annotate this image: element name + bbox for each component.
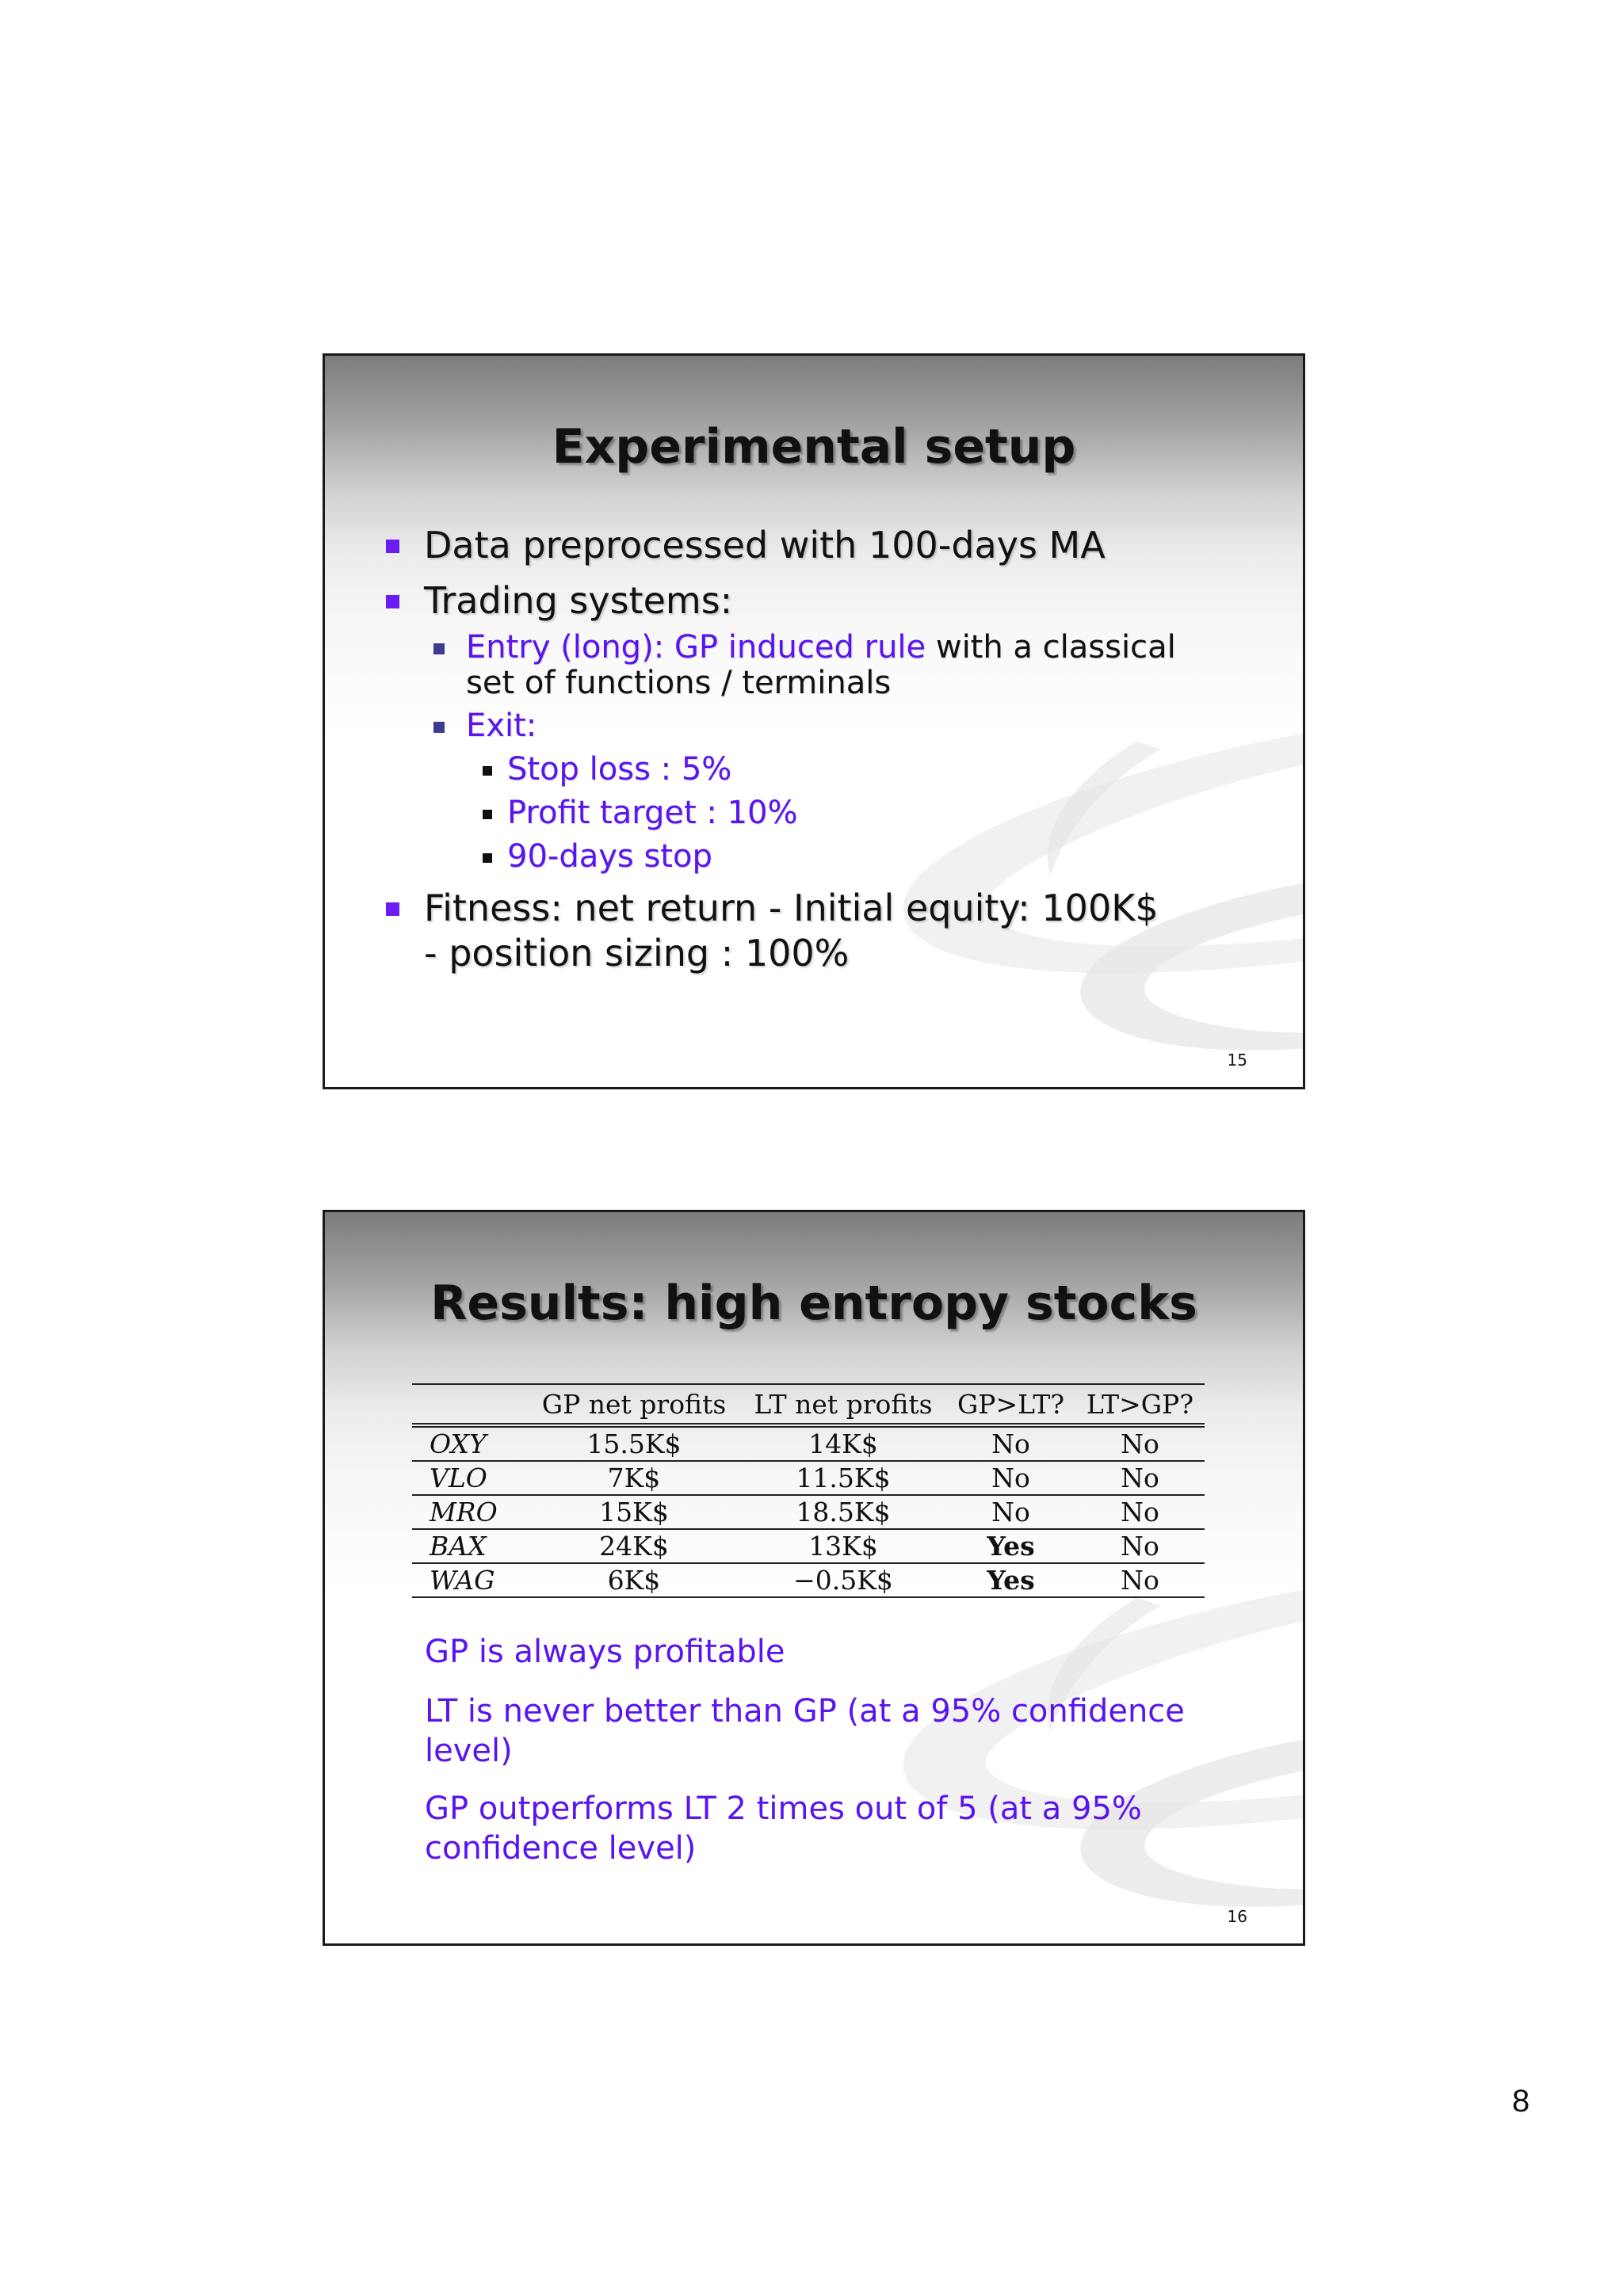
finding-note-line: level)	[425, 1733, 513, 1769]
table-row	[412, 1425, 1205, 1461]
table-row	[412, 1529, 1205, 1563]
slide-number: 15	[1227, 1051, 1247, 1070]
sub-sub-bullet-text: Stop loss : 5%	[507, 751, 732, 788]
lt-gt-gp-cell: No	[1075, 1495, 1205, 1529]
bullet-continuation: - position sizing : 100%	[424, 932, 850, 974]
lt-profit-cell: 13K$	[740, 1529, 946, 1563]
lt-profit-cell: 14K$	[740, 1425, 946, 1461]
entry-rule-rest: with a classical	[926, 629, 1176, 666]
square-bullet-icon	[483, 853, 492, 863]
sub-bullet-text	[466, 629, 1176, 666]
bullet-text: Trading systems:	[424, 579, 733, 622]
slide-number: 16	[1227, 1907, 1247, 1926]
bullet-text: Fitness: net return - Initial equity: 100K$	[424, 887, 1159, 929]
gp-gt-lt-cell: Yes	[946, 1563, 1075, 1597]
slide-15	[323, 353, 1305, 1089]
gp-gt-lt-cell: No	[946, 1495, 1075, 1529]
finding-note-line: confidence level)	[425, 1830, 697, 1867]
table-header-cell: LT>GP?	[1086, 1389, 1194, 1420]
ticker-cell: WAG	[412, 1563, 528, 1597]
finding-note-line: GP outperforms LT 2 times out of 5 (at a 95%	[425, 1791, 1142, 1827]
slide-title: Results: high entropy stocks	[430, 1276, 1197, 1331]
finding-note: GP is always profitable	[425, 1634, 785, 1670]
gp-profit-cell: 7K$	[528, 1461, 740, 1495]
square-bullet-icon	[386, 902, 399, 916]
slide-title: Experimental setup	[552, 419, 1076, 475]
table-row	[412, 1563, 1205, 1597]
sub-sub-bullet-text: Profit target : 10%	[507, 795, 798, 831]
gp-profit-cell: 15K$	[528, 1495, 740, 1529]
square-bullet-icon	[386, 540, 399, 553]
lt-profit-cell: 18.5K$	[740, 1495, 946, 1529]
gp-profit-cell: 15.5K$	[528, 1425, 740, 1461]
entry-rule-text: Entry (long): GP induced rule	[466, 629, 926, 666]
gp-profit-cell: 6K$	[528, 1563, 740, 1597]
gp-profit-cell: 24K$	[528, 1529, 740, 1563]
ticker-cell: OXY	[412, 1425, 528, 1461]
table-header-cell	[412, 1384, 528, 1425]
table-row	[412, 1461, 1205, 1495]
square-bullet-icon	[386, 595, 399, 608]
table-header-cell: GP net profits	[541, 1389, 727, 1420]
lt-profit-cell: −0.5K$	[740, 1563, 946, 1597]
page-number: 8	[1512, 2084, 1530, 2119]
table-header-row	[412, 1384, 1205, 1425]
square-bullet-icon	[433, 722, 445, 733]
sub-sub-bullet-text: 90-days stop	[507, 838, 712, 875]
table-header-cell: LT net profits	[754, 1389, 933, 1420]
table-row	[412, 1495, 1205, 1529]
square-bullet-icon	[433, 643, 445, 654]
table-header-cell: GP>LT?	[957, 1389, 1065, 1420]
lt-gt-gp-cell: No	[1075, 1529, 1205, 1563]
gp-gt-lt-cell: Yes	[946, 1529, 1075, 1563]
finding-note-line: LT is never better than GP (at a 95% confidence	[425, 1693, 1185, 1730]
finding-note	[425, 1789, 1257, 1868]
slide-16	[323, 1210, 1305, 1946]
sub-bullet-continuation: set of functions / terminals	[466, 665, 892, 701]
gp-gt-lt-cell: No	[946, 1425, 1075, 1461]
sub-bullet-text: Exit:	[466, 707, 537, 744]
lt-gt-gp-cell: No	[1075, 1461, 1205, 1495]
ticker-cell: VLO	[412, 1461, 528, 1495]
results-table	[412, 1383, 1205, 1598]
square-bullet-icon	[483, 810, 492, 819]
gp-gt-lt-cell: No	[946, 1461, 1075, 1495]
lt-gt-gp-cell: No	[1075, 1425, 1205, 1461]
finding-note	[425, 1691, 1257, 1771]
ticker-cell: BAX	[412, 1529, 528, 1563]
square-bullet-icon	[483, 766, 492, 776]
ticker-cell: MRO	[412, 1495, 528, 1529]
lt-profit-cell: 11.5K$	[740, 1461, 946, 1495]
bullet-text: Data preprocessed with 100-days MA	[424, 524, 1106, 566]
lt-gt-gp-cell: No	[1075, 1563, 1205, 1597]
